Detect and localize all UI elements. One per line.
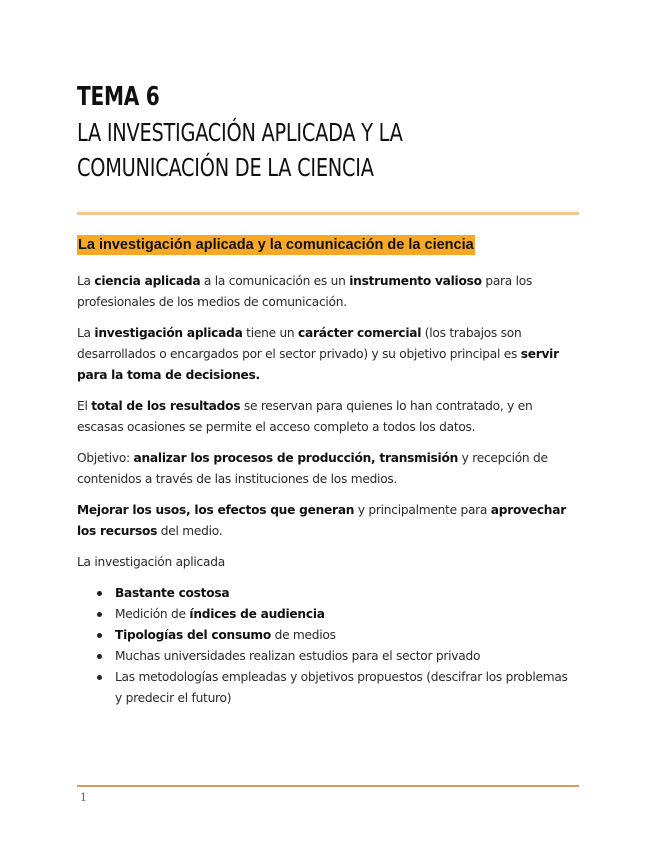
list-item <box>77 646 577 667</box>
list-item <box>77 667 577 709</box>
paragraph <box>77 323 577 386</box>
paragraph-run: El <box>77 399 92 413</box>
paragraph-run: Mejorar los usos, los efectos que generan <box>77 503 355 517</box>
title-line-3: COMUNICACIÓN DE LA CIENCIA <box>77 153 374 182</box>
paragraph <box>77 552 577 573</box>
paragraph <box>77 271 577 313</box>
list-item-run: de medios <box>270 628 336 642</box>
paragraph-run: carácter comercial <box>298 326 422 340</box>
list-item-run: Muchas universidades realizan estudios para el sector privado <box>115 649 481 663</box>
bullet-dot-icon <box>97 633 102 638</box>
list-item <box>77 625 577 646</box>
list-item <box>77 604 577 625</box>
paragraph <box>77 396 577 438</box>
paragraph-run: del medio. <box>157 524 223 538</box>
bullet-dot-icon <box>97 612 102 617</box>
bullet-dot-icon <box>97 591 102 596</box>
document-title <box>77 80 587 185</box>
paragraph-run: La <box>77 326 95 340</box>
bullet-dot-icon <box>97 654 102 659</box>
paragraph-run: tiene un <box>242 326 299 340</box>
title-line-1: TEMA 6 <box>77 82 160 112</box>
list-item <box>77 583 577 604</box>
paragraph-run: total de los resultados <box>91 399 241 413</box>
paragraph-run: (los trabajos son desarrollados o encargados por el sector privado) y su objetivo principal es <box>77 326 522 361</box>
list-item-run: Las metodologías empleadas y objetivos propuestos (descifrar los problemas y predecir el futuro) <box>115 670 568 705</box>
title-line-2: LA INVESTIGACIÓN APLICADA Y LA <box>77 118 403 147</box>
list-item-run: Medición de <box>115 607 190 621</box>
page-number: 1 <box>80 791 87 804</box>
list-item-run: Tipologías del consumo <box>115 628 271 642</box>
paragraph-run: y recepción de contenidos a través de las instituciones de los medios. <box>77 451 548 486</box>
paragraph-run: La <box>77 274 95 288</box>
paragraph <box>77 500 577 542</box>
paragraph-run: analizar los procesos de producción, transmisión <box>133 451 458 465</box>
paragraph-run: Objetivo: <box>77 451 134 465</box>
paragraph-run: para los profesionales de los medios de comunicación. <box>77 274 533 309</box>
document-body <box>77 271 577 709</box>
paragraph-run: instrumento valioso <box>349 274 482 288</box>
bullet-list <box>77 583 577 709</box>
paragraph-run: se reservan para quienes lo han contratado, y en escasas ocasiones se permite el acceso completo a todos los datos. <box>77 399 533 434</box>
section-heading: La investigación aplicada y la comunicación de la ciencia <box>78 237 474 253</box>
paragraph-run: y principalmente para <box>354 503 491 517</box>
paragraph-run: ciencia aplicada <box>94 274 201 288</box>
paragraph-list <box>77 271 577 573</box>
paragraph-run: aprovechar los recursos <box>77 503 566 538</box>
paragraph-run: servir para la toma de decisiones. <box>77 347 559 382</box>
paragraph-run: La investigación aplicada <box>77 555 225 569</box>
paragraph-run: a la comunicación es un <box>200 274 350 288</box>
footer-divider <box>77 785 579 787</box>
list-item-run: índices de audiencia <box>189 607 325 621</box>
paragraph <box>77 448 577 490</box>
list-item-run: Bastante costosa <box>115 586 230 600</box>
bullet-dot-icon <box>97 675 102 680</box>
paragraph-run: investigación aplicada <box>94 326 243 340</box>
title-divider <box>77 212 579 215</box>
